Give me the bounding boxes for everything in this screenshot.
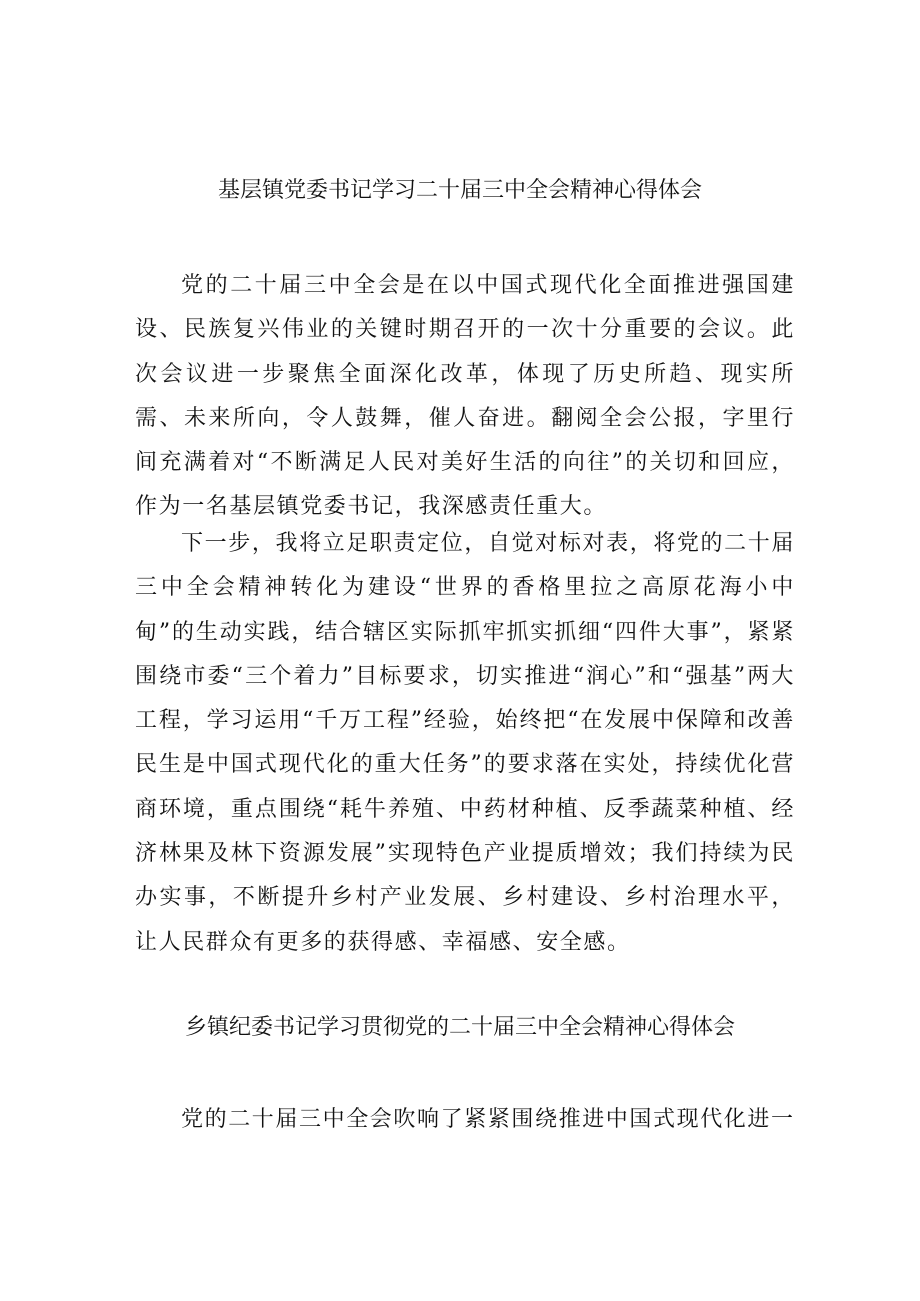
- section-1-paragraph-2: 下一步，我将立足职责定位，自觉对标对表，将党的二十届三中全会精神转化为建设“世界的香格里拉之高原花海小中甸”的生动实践，结合辖区实际抓牢抓实抓细“四件大事”，紧紧围绕市委“三个着力”目标要求，切实推进“润心”和“强基”两大工程，学习运用“千万工程”经验，始终把“在发展中保障和改善民生是中国式现代化的重大任务”的要求落在实处，持续优化营商环境，重点围绕“耗牛养殖、中药材种植、反季蔬菜种植、经济林果及林下资源发展”实现特色产业提质增效；我们持续为民办实事，不断提升乡村产业发展、乡村建设、乡村治理水平，让人民群众有更多的获得感、幸福感、安全感。: [135, 531, 795, 955]
- section-2-paragraph-1: 党的二十届三中全会吹响了紧紧围绕推进中国式现代化进一: [181, 1107, 795, 1132]
- section-2-title: 乡镇纪委书记学习贯彻党的二十届三中全会精神心得体会: [184, 1015, 735, 1040]
- section-1-paragraph-1: 党的二十届三中全会是在以中国式现代化全面推进强国建设、民族复兴伟业的关键时期召开的一次十分重要的会议。此次会议进一步聚焦全面深化改革，体现了历史所趋、现实所需、未来所向，令人鼓舞，催人奋进。翻阅全会公报，字里行间充满着对“不断满足人民对美好生活的向往”的关切和回应，作为一名基层镇党委书记，我深感责任重大。: [135, 273, 795, 520]
- section-1-title: 基层镇党委书记学习二十届三中全会精神心得体会: [217, 178, 702, 203]
